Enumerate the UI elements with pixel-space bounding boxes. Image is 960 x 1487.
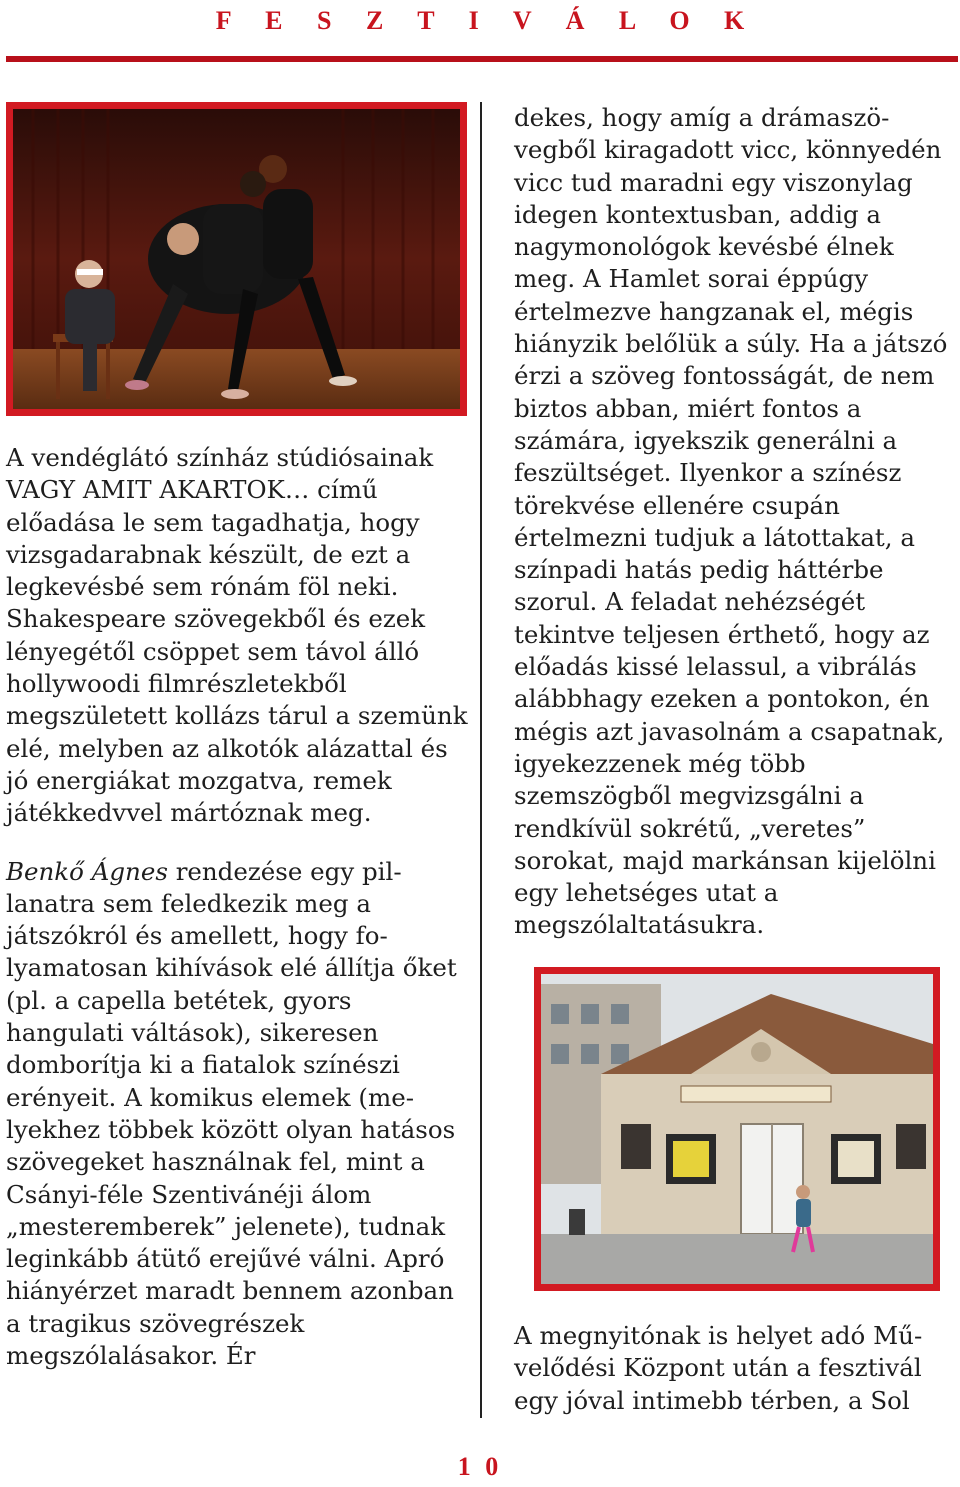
theatre-building-photo xyxy=(534,967,940,1291)
paragraph xyxy=(6,856,476,1373)
section-title: F E S Z T I V Á L O K xyxy=(215,6,759,35)
paragraph: A megnyitónak is helyet adó Művelődési Központ után a fesztivál egy jóval intimebb térben, a Sol xyxy=(514,1321,923,1415)
left-column-text xyxy=(6,442,476,1372)
right-column-text-continued xyxy=(514,1320,954,1417)
right-column-text xyxy=(514,102,954,942)
paragraph: dekes, hogy amíg a drámaszövegből kiragadott vicc, könnyedén vicc tud maradni egy viszonylag idegen kontextusban, addig a nagymonológok kevésbé élnek meg. A Hamlet sorai éppúgy értelmezve hangzanak el, mégis hiányzik belőlük a súly. Ha a játszó érzi a szöveg fontosságát, de nem biztos abban, miért fontos a számára, igyekszik generálni a feszültséget. Ilyenkor a színész törekvése ellenére csupán értelmezni tudjuk a látottakat, a színpadi hatás pedig háttérbe szorul. A feladat nehézségét tekintve teljesen érthető, hogy az előadás kissé lelassul, a vibrálás alábbhagy ezeken a pontokon, én mégis azt javasolnám a csapatnak, igyekezzenek még több szemszögből megvizsgálni a rendkívül sokrétű, „veretes” sorokat, majd markánsan kijelölni egy lehetséges utat a megszólaltatásukra. xyxy=(514,103,948,940)
header-rule xyxy=(6,56,958,62)
paragraph: A vendéglátó színház stúdiósainak VAGY AMIT AKARTOK… című előadása le sem tagadhatja, hogy vizsgadarabnak készült, de ezt a legkevésbé sem rónám föl neki. Shakespeare szövegekből és ezek lényegétől csöppet sem távol álló hollywoodi filmrészletekből megszületett kollázs tárul a szemünk elé, melyben az alkotók alázattal és jó energiákat mozgatva, remek játékkedvvel mártóznak meg. xyxy=(6,443,468,828)
building-photo-image xyxy=(541,974,933,1284)
paragraph-text: rendezése egy pillanatra sem feledkezik meg a játszókról és amellett, hogy folyamatosan kihívások elé állítja őket (pl. a capella betétek, gyors hangulati váltások), sikeresen domborítja ki a fiatalok színészi erényeit. A komikus elemek (melyekhez többek között olyan hatásos szövegeket használnak fel, mint a Csányi-féle Szentivánéji álom „mesteremberek” jelenete), tudnak leginkább átütő erejűvé válni. Apró hiányérzet maradt bennem azonban a tragikus szövegrészek megszólalásakor. Ér xyxy=(6,856,457,1371)
stage-performance-photo xyxy=(6,102,467,416)
stage-photo-image xyxy=(13,109,460,409)
director-name: Benkő Ágnes xyxy=(6,856,168,886)
page-header xyxy=(0,0,960,44)
page-number: 1 0 xyxy=(457,1452,503,1481)
column-divider xyxy=(480,102,482,1418)
